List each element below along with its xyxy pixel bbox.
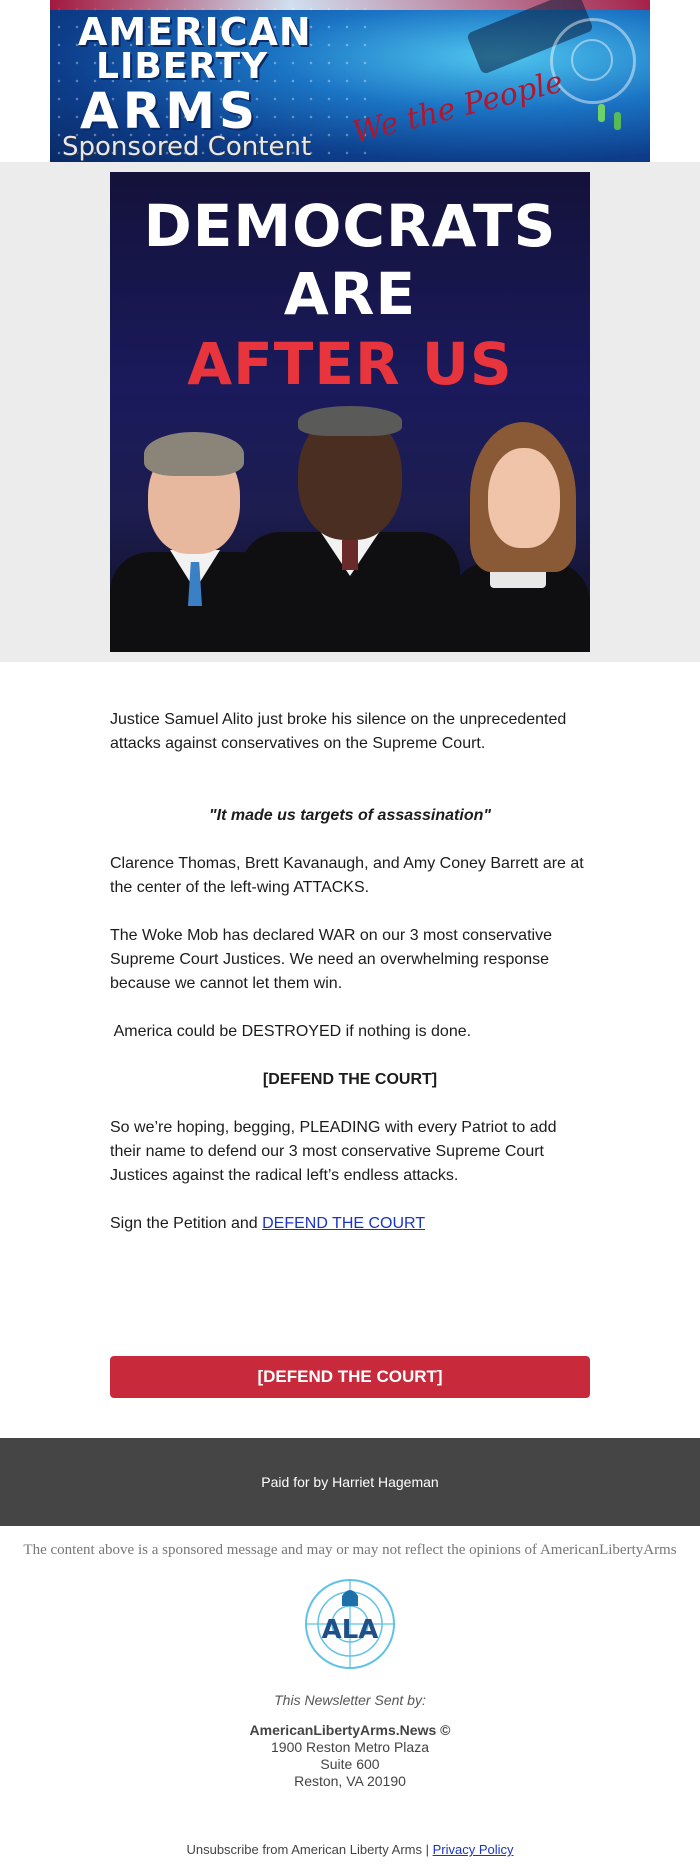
justice-portrait-right [450, 412, 590, 652]
hero-image[interactable] [110, 172, 590, 652]
banner-brand-line2: LIBERTY [96, 46, 269, 87]
quote-text: "It made us targets of assassination" [209, 807, 491, 824]
petition-line [110, 1212, 590, 1236]
sponsored-disclaimer: The content above is a sponsored message and may or may not reflect the opinions of AmericanLibertyArms [23, 1542, 677, 1558]
paragraph-destroyed [110, 1020, 590, 1044]
bullet-shell-icon [614, 112, 621, 130]
paragraph-pleading [110, 1116, 590, 1188]
paragraph-text: So we’re hoping, begging, PLEADING with every Patriot to add their name to defend our 3 most conservative Supreme Court Justices against the radical left’s endless attacks. [110, 1119, 557, 1184]
defend-court-link[interactable]: DEFEND THE COURT [262, 1215, 426, 1232]
hero-headline-line2: ARE [283, 260, 417, 328]
privacy-policy-link[interactable]: Privacy Policy [432, 1842, 514, 1857]
bullet-shell-icon [598, 104, 605, 122]
we-the-people-script: We the People [348, 64, 567, 151]
justice-portrait-center [240, 392, 460, 652]
sender-org: AmericanLibertyArms.News © [249, 1722, 451, 1738]
hero-headline-line3: AFTER US [187, 330, 513, 398]
unsubscribe-link[interactable]: Unsubscribe from American Liberty Arms [186, 1842, 422, 1857]
sent-by-label: This Newsletter Sent by: [274, 1692, 426, 1708]
paragraph-text: America could be DESTROYED if nothing is done. [110, 1023, 472, 1040]
defend-court-button[interactable]: [DEFEND THE COURT] [110, 1356, 590, 1398]
header-banner-area [0, 0, 700, 162]
hero-headline-line1: DEMOCRATS [143, 192, 557, 260]
hero-section [0, 162, 700, 662]
address-line2: Suite 600 [320, 1756, 380, 1772]
logo-text: ALA [321, 1615, 379, 1645]
paid-for-bar: Paid for by Harriet Hageman [0, 1438, 700, 1526]
paragraph-text: The Woke Mob has declared WAR on our 3 most conservative Supreme Court Justices. We need an overwhelming response because we cannot let them win. [110, 927, 552, 992]
defend-heading: [DEFEND THE COURT] [262, 1071, 438, 1088]
email-body [110, 708, 590, 756]
sender-address [0, 1722, 700, 1790]
address-line1: 1900 Reston Metro Plaza [271, 1739, 429, 1755]
sponsor-banner[interactable] [50, 0, 650, 162]
separator: | [422, 1842, 433, 1857]
petition-prefix: Sign the Petition and [110, 1215, 263, 1232]
banner-brand-line1: AMERICAN [78, 10, 312, 54]
banner-brand-line3: ARMS [80, 82, 259, 140]
paragraph-text: Clarence Thomas, Brett Kavanaugh, and Amy Coney Barrett are at the center of the left-wing ATTACKS. [110, 855, 584, 896]
unsubscribe-line [0, 1842, 700, 1857]
paragraph-justices [110, 852, 590, 900]
paragraph-woke-mob [110, 924, 590, 996]
sponsored-content-label: Sponsored Content [62, 132, 312, 162]
address-line3: Reston, VA 20190 [294, 1773, 406, 1789]
intro-paragraph: Justice Samuel Alito just broke his silence on the unprecedented attacks against conservatives on the Supreme Court. [110, 711, 567, 752]
ala-logo[interactable] [296, 1578, 404, 1672]
